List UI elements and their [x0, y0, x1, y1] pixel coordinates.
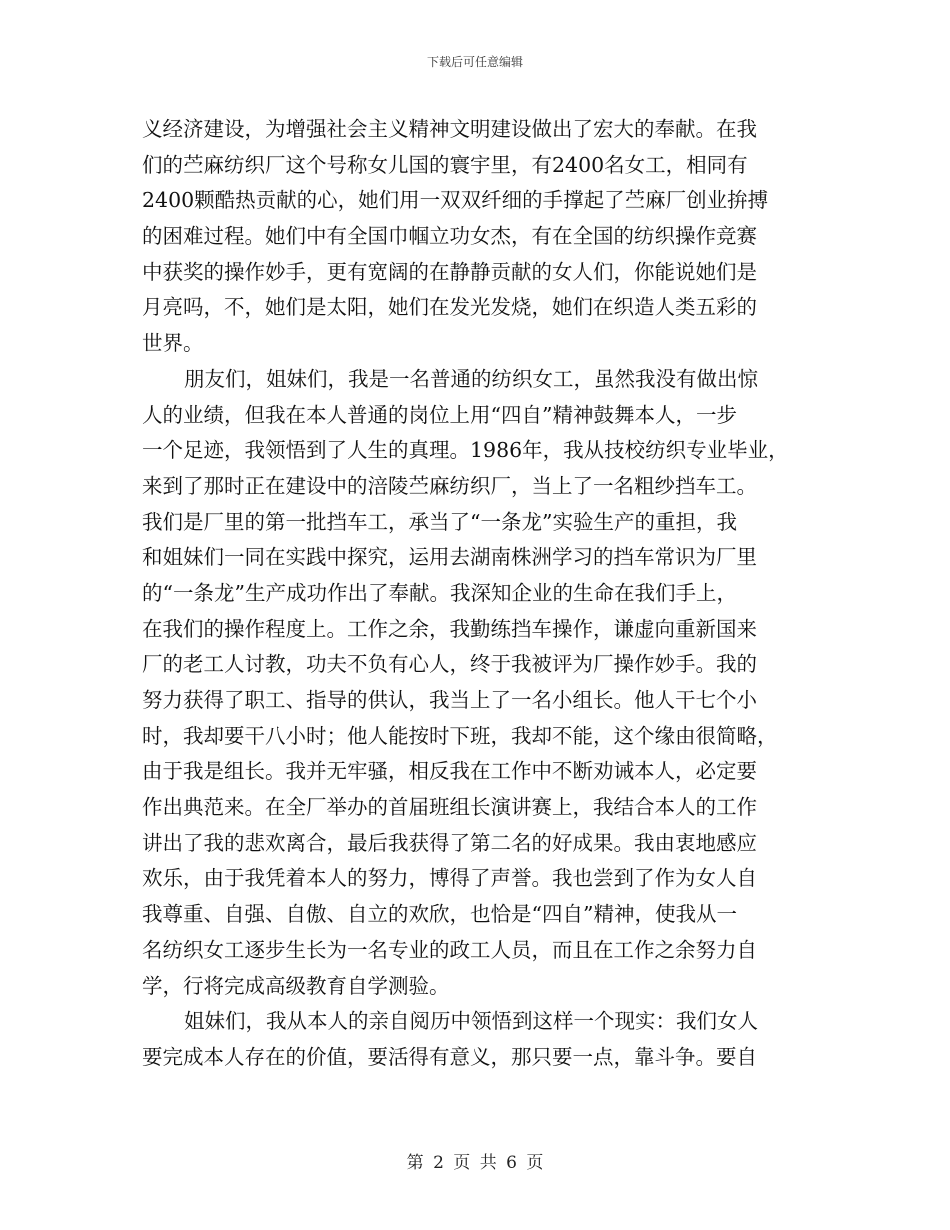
text-line: 时，我却要干八小时；他人能按时下班，我却不能，这个缘由很简略，	[142, 723, 778, 748]
text-line: 世界。	[142, 331, 204, 356]
text-line: 努力获得了职工、指导的供认，我当上了一名小组长。他人干七个小	[142, 688, 757, 712]
text-line: 我尊重、自强、自傲、自立的欢欣，也恰是“四自”精神，使我从一	[142, 902, 737, 927]
text-line: 作出典范来。在全厂举办的首届班组长演讲赛上，我结合本人的工作	[142, 795, 757, 820]
page-number-footer: 第 2 页 共 6 页	[406, 1153, 544, 1173]
paragraph-1	[142, 112, 812, 362]
text-line: 在我们的操作程度上。工作之余，我勤练挡车操作，谦虚向重新国来	[142, 616, 757, 641]
text-line: 月亮吗，不，她们是太阳，她们在发光发烧，她们在织造人类五彩的	[142, 295, 757, 320]
text-line: 来到了那时正在建设中的涪陵苎麻纺织厂，当上了一名粗纱挡车工。	[142, 473, 757, 498]
text-line: 的困难过程。她们中有全国巾帼立功女杰，有在全国的纺织操作竞赛	[142, 224, 757, 249]
text-line: 要完成本人存在的价值，要活得有意义，那只要一点，靠斗争。要自	[142, 1044, 757, 1069]
text-line: 由于我是组长。我并无牢骚，相反我在工作中不断劝诫本人，必定要	[142, 759, 757, 784]
text-line: 朋友们，姐妹们，我是一名普通的纺织女工，虽然我没有做出惊	[184, 366, 758, 391]
text-line: 一个足迹，我领悟到了人生的真理。1986年，我从技校纺织专业毕业，	[142, 438, 789, 463]
text-line: 学，行将完成高级教育自学测验。	[142, 973, 450, 998]
text-line: 和姐妹们一同在实践中探究，运用去湖南株洲学习的挡车常识为厂里	[142, 545, 757, 570]
text-line: 我们是厂里的第一批挡车工，承当了“一条龙”实验生产的重担，我	[142, 509, 737, 534]
text-line: 中获奖的操作妙手，更有宽阔的在静静贡献的女人们，你能说她们是	[142, 259, 757, 284]
text-line: 人的业绩，但我在本人普通的岗位上用“四自”精神鼓舞本人，一步	[142, 402, 737, 427]
text-line: 讲出了我的悲欢离合，最后我获得了第二名的好成果。我由衷地感应	[142, 830, 757, 855]
text-line: 义经济建设，为增强社会主义精神文明建设做出了宏大的奉献。在我	[142, 117, 757, 141]
text-line: 们的苎麻纺织厂这个号称女儿国的寰宇里，有2400名女工，相同有	[142, 152, 748, 177]
paragraph-2	[142, 362, 812, 1004]
text-line: 的“一条龙”生产成功作出了奉献。我深知企业的生命在我们手上，	[142, 580, 737, 605]
document-body	[142, 112, 812, 1076]
text-line: 2400颗酷热贡献的心，她们用一双双纤细的手撑起了苎麻厂创业拚搏	[142, 188, 769, 213]
text-line: 姐妹们，我从本人的亲自阅历中领悟到这样一个现实：我们女人	[184, 1009, 758, 1034]
paragraph-3	[142, 1004, 812, 1075]
page-header: 下载后可任意编辑	[426, 55, 523, 69]
text-line: 欢乐，由于我凭着本人的努力，博得了声誉。我也尝到了作为女人自	[142, 866, 757, 891]
text-line: 名纺织女工逐步生长为一名专业的政工人员，而且在工作之余努力自	[142, 937, 757, 962]
text-line: 厂的老工人讨教，功夫不负有心人，终于我被评为厂操作妙手。我的	[142, 652, 757, 677]
